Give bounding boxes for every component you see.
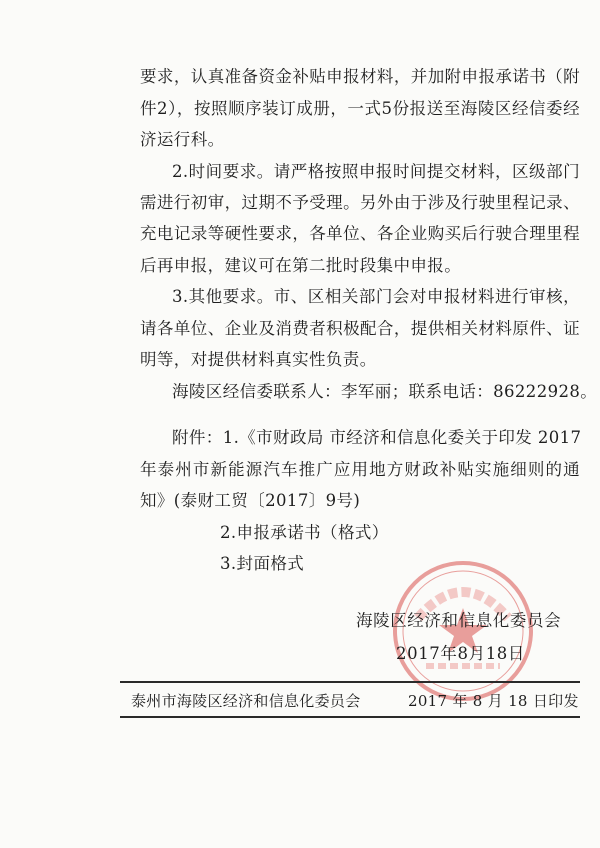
attachment-1-line-2: 年泰州市新能源汽车推广应用地方财政补贴实施细则的通 bbox=[140, 460, 580, 479]
footer-issue-date: 2017 年 8 月 18 日印发 bbox=[408, 692, 579, 710]
footer-bottom-rule bbox=[120, 716, 580, 718]
signature-date: 2017年8月18日 bbox=[396, 644, 525, 663]
paragraph-2-line-3: 充电记录等硬性要求，各单位、各企业购买后行驶合理里程 bbox=[140, 224, 580, 243]
paragraph-2-line-2: 需进行初审，过期不予受理。另外由于涉及行驶里程记录、 bbox=[140, 193, 580, 212]
attachment-1-line-1: 附件：1.《市财政局 市经济和信息化委关于印发 2017 bbox=[172, 428, 582, 447]
footer-organization: 泰州市海陵区经济和信息化委员会 bbox=[131, 692, 361, 710]
paragraph-1-line-1: 要求，认真准备资金补贴申报材料，并加附申报承诺书（附 bbox=[140, 67, 580, 86]
paragraph-3-line-3: 明等，对提供材料真实性负责。 bbox=[140, 350, 377, 369]
attachment-3: 3.封面格式 bbox=[220, 554, 305, 573]
attachment-2: 2.申报承诺书（格式） bbox=[220, 523, 389, 542]
paragraph-2-line-4: 后再申报，建议可在第二批时段集中申报。 bbox=[140, 256, 462, 275]
footer-top-rule bbox=[120, 681, 580, 683]
paragraph-2-line-1: 2.时间要求。请严格按照申报时间提交材料，区级部门 bbox=[172, 162, 580, 181]
paragraph-3-line-1: 3.其他要求。市、区相关部门会对申报材料进行审核， bbox=[172, 287, 580, 306]
official-seal-icon bbox=[388, 556, 538, 706]
paragraph-3-line-2: 请各单位、企业及消费者积极配合，提供相关材料原件、证 bbox=[140, 319, 580, 338]
attachment-1-line-3: 知》(泰财工贸〔2017〕9号) bbox=[140, 491, 361, 510]
paragraph-1-line-2: 件2），按照顺序装订成册，一式5份报送至海陵区经信委经 bbox=[140, 99, 580, 118]
contact-line: 海陵区经信委联系人：李军丽；联系电话：86222928。 bbox=[172, 382, 598, 401]
signature-organization: 海陵区经济和信息化委员会 bbox=[356, 611, 562, 630]
paragraph-1-line-3: 济运行科。 bbox=[140, 130, 225, 149]
